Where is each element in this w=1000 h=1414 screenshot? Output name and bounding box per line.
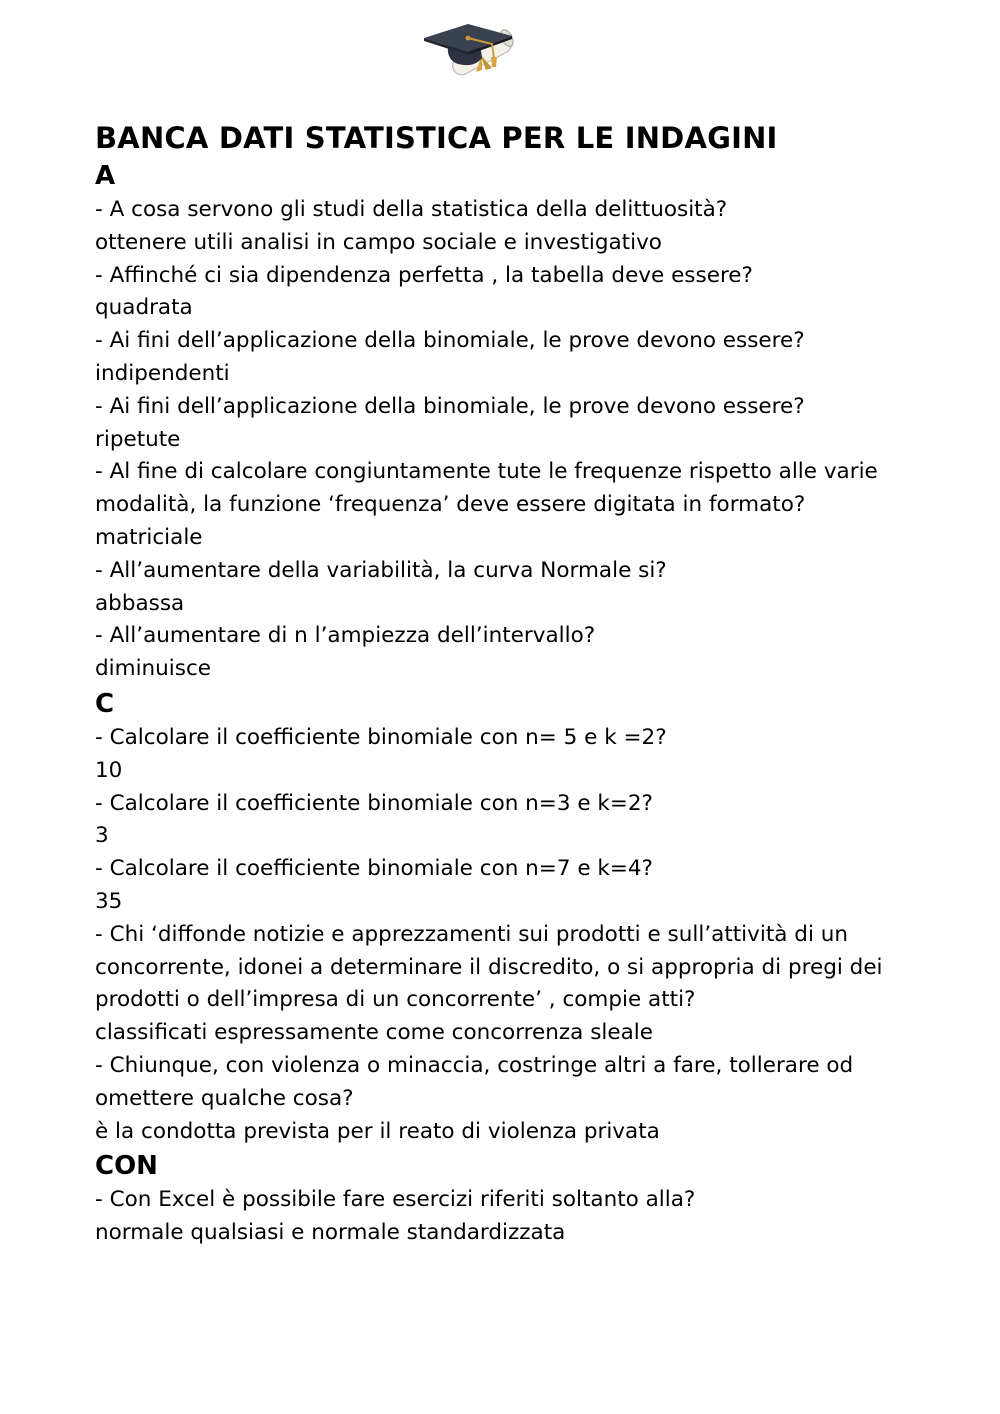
answer-text: indipendenti bbox=[95, 360, 230, 386]
question-text: - All’aumentare della variabilità, la curva Normale si? bbox=[95, 557, 667, 583]
question-text: - Chi ‘diffonde notizie e apprezzamenti sui prodotti e sull’attività di un concorrente, idonei a determinare il discredito, o si appropria di pregi dei prodotti o dell’impresa di un concorrente’ , compie atti? bbox=[95, 921, 883, 1013]
question-text: - All’aumentare di n l’ampiezza dell’intervallo? bbox=[95, 623, 596, 649]
question-text: - A cosa servono gli studi della statistica della delittuosità? bbox=[95, 197, 728, 222]
answer-text: ripetute bbox=[95, 426, 181, 452]
question-text: - Calcolare il coefficiente binomiale con n=3 e k=2? bbox=[95, 790, 653, 816]
question-text: - Affinché ci sia dipendenza perfetta , la tabella deve essere? bbox=[95, 262, 753, 288]
answer-text: diminuisce bbox=[95, 656, 212, 682]
answer-text: classificati espressamente come concorrenza sleale bbox=[95, 1020, 653, 1046]
answer-text: 3 bbox=[95, 823, 109, 849]
graduation-cap-diploma-icon bbox=[422, 20, 518, 84]
question-text: - Al fine di calcolare congiuntamente tute le frequenze rispetto alle varie modalità, la funzione ‘frequenza’ deve essere digitata in formato? bbox=[95, 459, 878, 518]
graduation-cap-logo bbox=[422, 20, 518, 84]
question-text: - Ai fini dell’applicazione della binomiale, le prove devono essere? bbox=[95, 328, 805, 354]
answer-text: è la condotta prevista per il reato di violenza privata bbox=[95, 1118, 660, 1144]
section-con bbox=[95, 1148, 925, 1250]
answer-text: 10 bbox=[95, 757, 123, 783]
section-letter: C bbox=[95, 688, 115, 719]
section-letter: CON bbox=[95, 1151, 158, 1182]
question-text: - Con Excel è possibile fare esercizi riferiti soltanto alla? bbox=[95, 1187, 696, 1213]
answer-text: abbassa bbox=[95, 590, 185, 616]
answer-text: 35 bbox=[95, 888, 123, 914]
answer-text: matriciale bbox=[95, 524, 203, 550]
question-text: - Chiunque, con violenza o minaccia, costringe altri a fare, tollerare od omettere qualche cosa? bbox=[95, 1052, 854, 1111]
answer-text: normale qualsiasi e normale standardizzata bbox=[95, 1220, 566, 1246]
section-letter: A bbox=[95, 161, 116, 191]
section-a bbox=[95, 158, 925, 686]
document-body bbox=[95, 118, 925, 1250]
page-title: BANCA DATI STATISTICA PER LE INDAGINI bbox=[95, 121, 778, 155]
question-text: - Calcolare il coefficiente binomiale con n=7 e k=4? bbox=[95, 856, 653, 882]
question-text: - Ai fini dell’applicazione della binomiale, le prove devono essere? bbox=[95, 393, 805, 419]
section-c bbox=[95, 686, 925, 1148]
answer-text: quadrata bbox=[95, 295, 193, 321]
question-text: - Calcolare il coefficiente binomiale con n= 5 e k =2? bbox=[95, 724, 667, 750]
answer-text: ottenere utili analisi in campo sociale e investigativo bbox=[95, 229, 662, 255]
